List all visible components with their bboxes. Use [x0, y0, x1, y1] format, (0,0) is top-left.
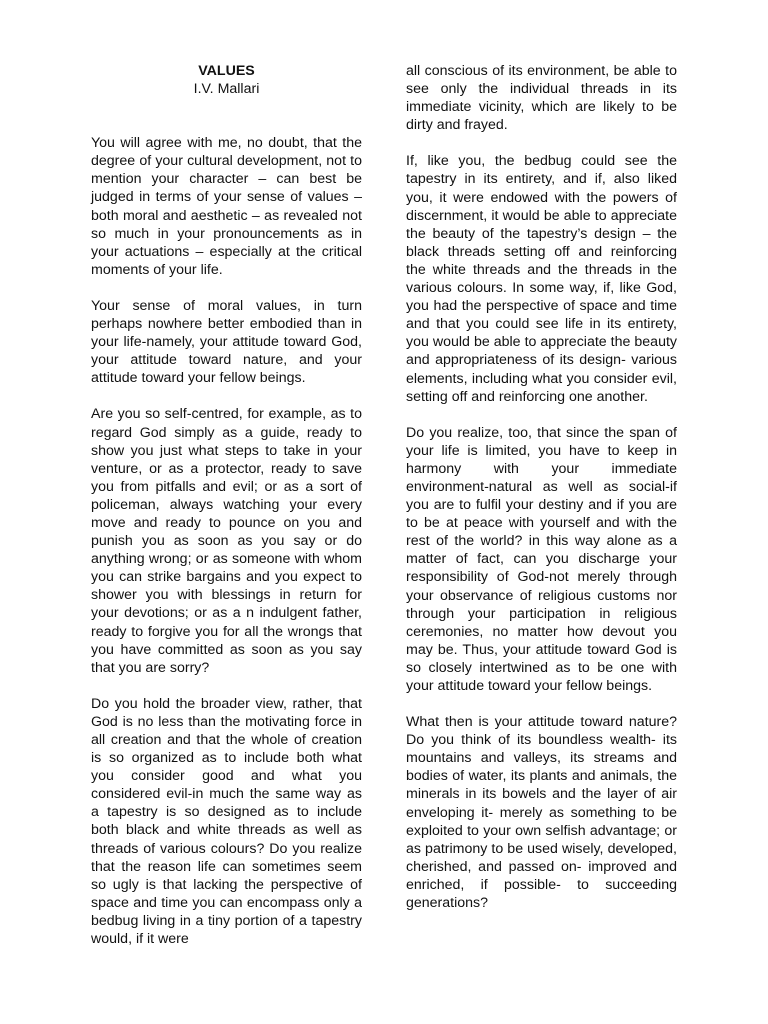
document-title: VALUES: [198, 63, 255, 79]
paragraph: all conscious of its environment, be able to see only the individual threads in its immediate vicinity, which are likely to be dirty and frayed.: [406, 63, 677, 134]
left-column: [91, 62, 362, 948]
paragraph: What then is your attitude toward nature? Do you think of its boundless wealth- its mountains and valleys, its streams and bodies of water, its plants and animals, the minerals in its bowels and the layer of air enveloping it- merely as something to be exploited to your own selfish advantage; or as patrimony to be used wisely, developed, cherished, and passed on- improved and enriched, if possible- to succeeding generations?: [406, 714, 677, 912]
paragraph: Are you so self-centred, for example, as to regard God simply as a guide, ready to show you just what steps to take in your venture, or as a protector, ready to save you from pitfalls and evil; or as a sort of policeman, always watching your every move and ready to pounce on you and punish you as soon as you say or do anything wrong; or as someone with whom you can strike bargains and you expect to shower you with blessings in return for your devotions; or as a n indulgent father, ready to forgive you for all the wrongs that you have committed as soon as you say that you are sorry?: [91, 406, 362, 676]
paragraph: You will agree with me, no doubt, that the degree of your cultural development, not to mention your character – can best be judged in terms of your sense of values – both moral and aesthetic – as revealed not so much in your pronouncements as in your actuations – especially at the critical moments of your life.: [91, 135, 362, 278]
right-column: [406, 62, 677, 912]
document-author: I.V. Mallari: [193, 81, 260, 98]
paragraph: Do you hold the broader view, rather, that God is no less than the motivating force in all creation and that the whole of creation is so organized as to include both what you consider good and what you considered evil-in much the same way as a tapestry is so designed as to include both black and white threads as well as threads of various colours? Do you realize that the reason life can sometimes seem so ugly is that lacking the perspective of space and time you can encompass only a bedbug living in a tiny portion of a tapestry would, if it were: [91, 695, 362, 948]
paragraph: Do you realize, too, that since the span of your life is limited, you have to keep in harmony with your immediate environment-natural as well as social-if you are to fulfil your destiny and if you are to be at peace with yourself and with the rest of the world? in this way alone as a matter of fact, can you discharge your responsibility of God-not merely through your observance of religious customs nor through your participation in religious ceremonies, no matter how devout you may be. Thus, your attitude toward God is so closely intertwined as to be one with your attitude toward your fellow beings.: [406, 424, 677, 694]
paragraph: If, like you, the bedbug could see the tapestry in its entirety, and if, also liked you, it were endowed with the powers of discernment, it would be able to appreciate the beauty of the tapestry’s design – the black threads setting off and reinforcing the white threads and the threads in the various colours. In some way, if, like God, you had the perspective of space and time and that you could see life in its entirety, you would be able to appreciate the beauty and appropriateness of its design- various elements, including what you consider evil, setting off and reinforcing one another.: [406, 153, 677, 405]
paragraph: Your sense of moral values, in turn perhaps nowhere better embodied than in your life-namely, your attitude toward God, your attitude toward nature, and your attitude toward your fellow beings.: [91, 297, 362, 387]
